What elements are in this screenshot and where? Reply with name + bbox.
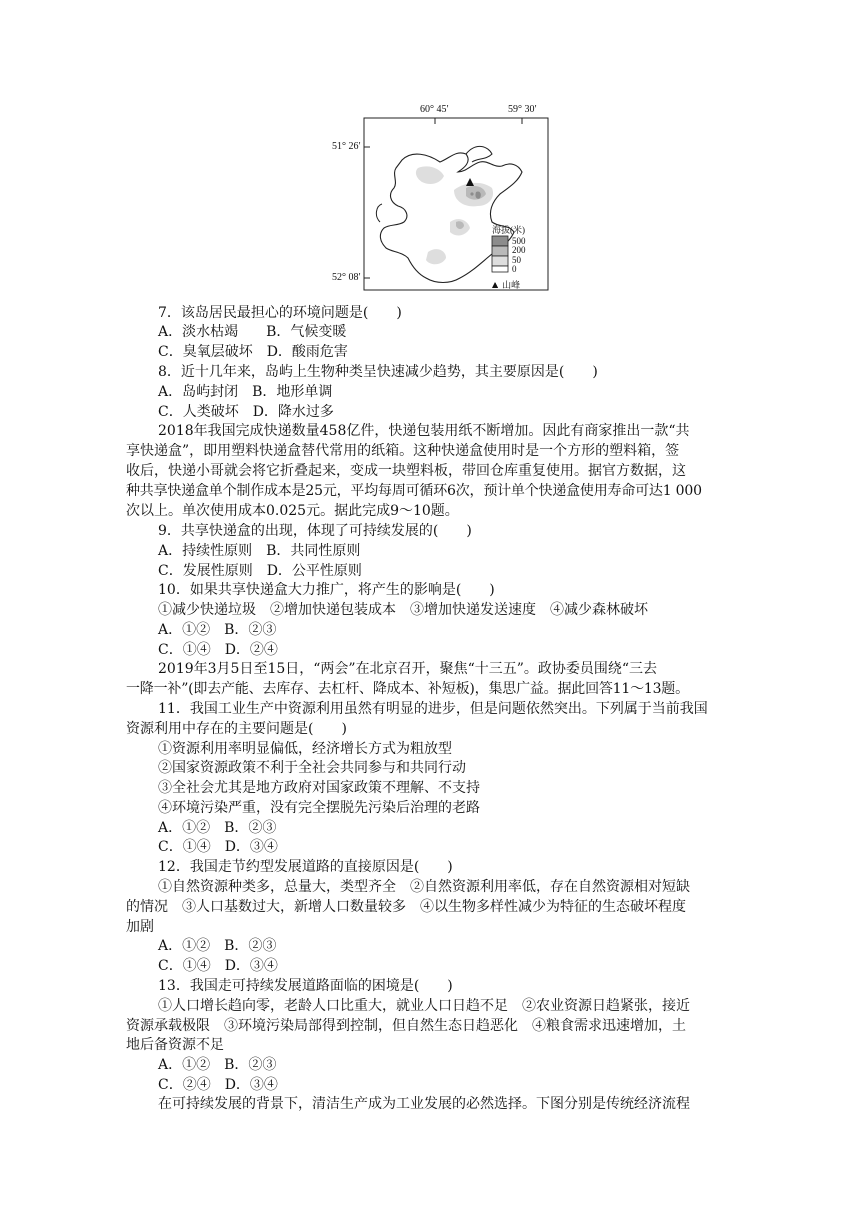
passage-express-3: 收后，快递小哥就会将它折叠起来，变成一块塑料板，带回仓库重复使用。据官方数据，这 [126, 463, 686, 479]
question-13-options-ab: A．①② B．②③ [158, 1057, 277, 1073]
passage-express-4: 种共享快递盒单个制作成本是25元，平均每周可循环6次，预计单个快递盒使用寿命可达1 000 [126, 483, 702, 499]
question-7-options-cd: C．臭氧层破坏 D．酸雨危害 [158, 344, 348, 360]
legend-level-500: 500 [512, 236, 526, 246]
passage-express-2: 享快递盒”，即用塑料快递盒替代常用的纸箱。这种快递盒使用时是一个方形的塑料箱，签 [126, 443, 680, 459]
question-11-item-1: ①资源利用率明显偏低，经济增长方式为粗放型 [158, 741, 452, 757]
elevation-high [475, 191, 480, 198]
question-12-items-2: 的情况 ③人口基数过大，新增人口数量较多 ④以生物多样性减少为特征的生态破坏程度 [126, 899, 686, 915]
question-12-options-ab: A．①② B．②③ [158, 938, 277, 954]
question-11-options-cd: C．①④ D．③④ [158, 839, 278, 855]
question-11-item-3: ③全社会尤其是地方政府对国家政策不理解、不支持 [158, 780, 480, 796]
question-7-stem: 7．该岛居民最担心的环境问题是( ) [158, 305, 402, 321]
question-8-options-cd: C．人类破坏 D．降水过多 [158, 404, 334, 420]
question-9-options-ab: A．持续性原则 B．共同性原则 [158, 543, 361, 559]
latitude-top-label: 51° 26′ [332, 141, 361, 152]
question-10-options-cd: C．①④ D．②④ [158, 642, 278, 658]
question-12-options-cd: C．①④ D．③④ [158, 958, 278, 974]
passage-express-5: 次以上。单次使用成本0.025元。据此完成9～10题。 [126, 503, 459, 519]
island-map-figure [332, 102, 554, 298]
legend-title: 海拔(米) [492, 225, 525, 235]
passage-lianghui-1: 2019年3月5日至15日，“两会”在北京召开，聚焦“十三五”。政协委员围绕“三去 [158, 661, 658, 677]
question-13-items-3: 地后备资源不足 [126, 1037, 224, 1053]
question-11-stem-2: 资源利用中存在的主要问题是( ) [126, 721, 347, 737]
question-12-stem: 12．我国走节约型发展道路的直接原因是( ) [158, 859, 453, 875]
longitude-left-label: 60° 45′ [420, 104, 449, 115]
question-11-item-4: ④环境污染严重，没有完全摆脱先污染后治理的老路 [158, 800, 480, 816]
passage-clean-production: 在可持续发展的背景下，清洁生产成为工业发展的必然选择。下图分别是传统经济流程 [158, 1096, 690, 1112]
latitude-bottom-label: 52° 08′ [332, 272, 361, 283]
legend-level-50: 50 [512, 255, 521, 265]
longitude-right-label: 59° 30′ [508, 104, 537, 115]
question-13-stem: 13．我国走可持续发展道路面临的困境是( ) [158, 978, 453, 994]
passage-express-1: 2018年我国完成快递数量458亿件，快递包装用纸不断增加。因此有商家推出一款“共 [158, 423, 690, 439]
legend-level-0: 0 [512, 264, 517, 274]
question-11-item-2: ②国家资源政策不利于全社会共同参与和共同行动 [158, 760, 466, 776]
question-11-stem-1: 11．我国工业生产中资源利用虽然有明显的进步，但是问题依然突出。下列属于当前我国 [158, 701, 708, 717]
question-13-options-cd: C．②④ D．③④ [158, 1077, 278, 1093]
question-12-items-1: ①自然资源种类多，总量大，类型齐全 ②自然资源利用率低，存在自然资源相对短缺 [158, 879, 690, 895]
question-13-items-1: ①人口增长趋向零，老龄人口比重大，就业人口日趋不足 ②农业资源日趋紧张，接近 [158, 998, 690, 1014]
legend-peak: ▲ 山峰 [491, 280, 521, 290]
question-8-options-ab: A．岛屿封闭 B．地形单调 [158, 384, 333, 400]
question-12-items-3: 加剧 [126, 919, 154, 935]
question-13-items-2: 资源承载极限 ③环境污染局部得到控制，但自然生态日趋恶化 ④粮食需求迅速增加，土 [126, 1018, 686, 1034]
question-9-stem: 9．共享快递盒的出现，体现了可持续发展的( ) [158, 523, 472, 539]
question-8-stem: 8．近十几年来，岛屿上生物种类呈快速减少趋势，其主要原因是( ) [158, 364, 598, 380]
question-9-options-cd: C．发展性原则 D．公平性原则 [158, 563, 362, 579]
question-10-items: ①减少快递垃圾 ②增加快递包装成本 ③增加快递发送速度 ④减少森林破坏 [158, 602, 648, 618]
question-10-stem: 10．如果共享快递盒大力推广，将产生的影响是( ) [158, 582, 495, 598]
question-11-options-ab: A．①② B．②③ [158, 820, 277, 836]
question-10-options-ab: A．①② B．②③ [158, 622, 277, 638]
legend-level-200: 200 [512, 245, 526, 255]
question-7-options-ab: A．淡水枯竭 B．气候变暖 [158, 324, 347, 340]
passage-lianghui-2: 一降一补”(即去产能、去库存、去杠杆、降成本、补短板)，集思广益。据此回答11～13题。 [126, 681, 689, 697]
island-map [332, 102, 554, 298]
